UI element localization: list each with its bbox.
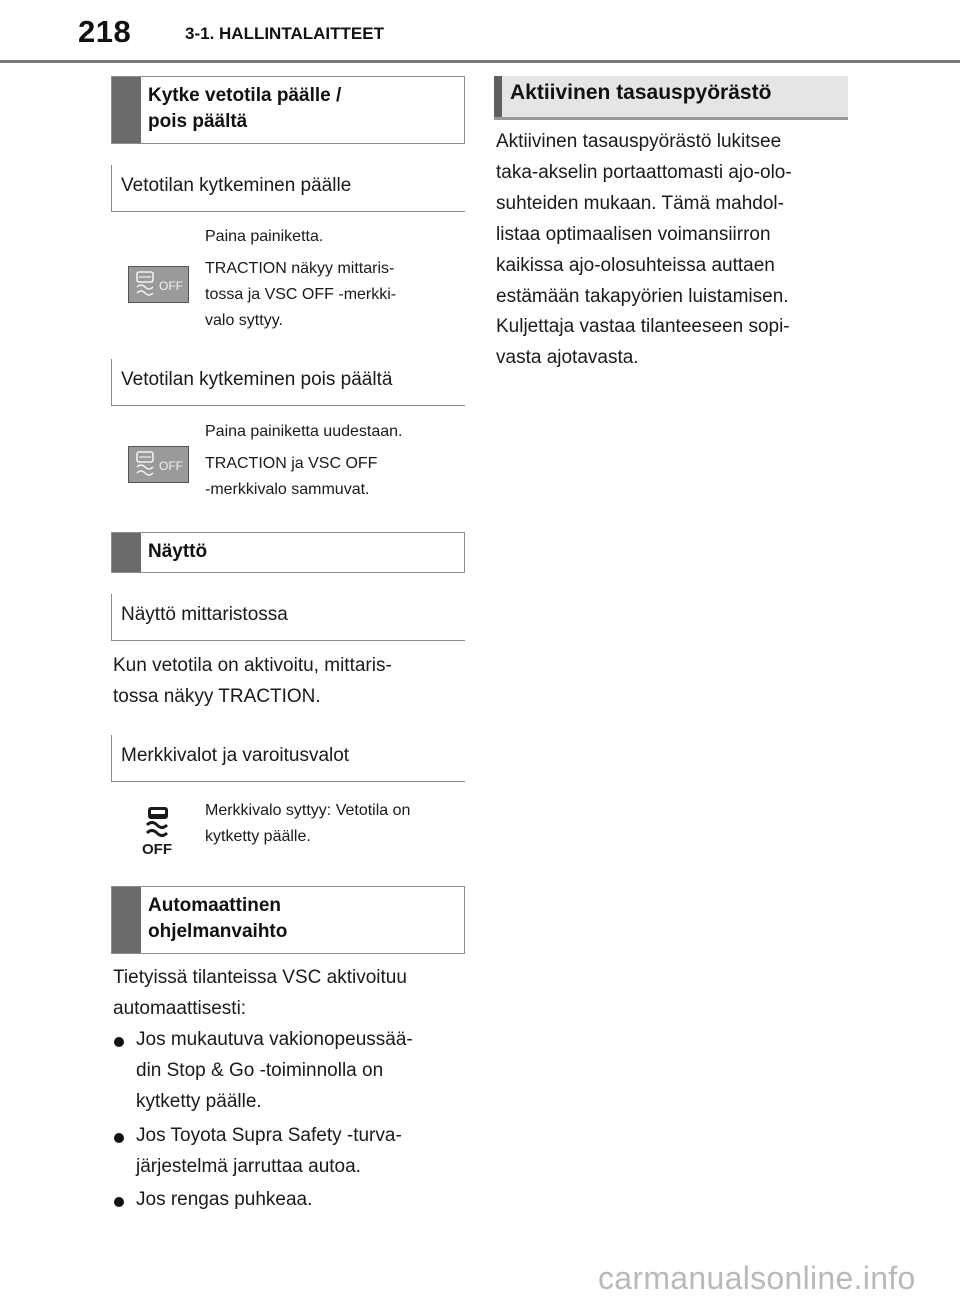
off-label: OFF xyxy=(159,279,183,293)
heading-bar xyxy=(112,887,141,953)
bullet-dot xyxy=(114,1197,124,1207)
auto-intro: Tietyissä tilanteissa VSC aktivoituu automaattisesti: xyxy=(113,967,407,1019)
display-paragraph: Kun vetotila on aktivoitu, mittaris- tossa näkyy TRACTION. xyxy=(113,655,392,707)
subheading-text: Vetotilan kytkeminen pois päältä xyxy=(121,369,393,390)
bullet-dot xyxy=(114,1037,124,1047)
section-heading-auto xyxy=(111,886,465,954)
section-heading-active-diff xyxy=(494,76,848,120)
skid-car-off-icon xyxy=(141,805,177,857)
heading-text: Kytke vetotila päälle / pois päältä xyxy=(148,85,342,132)
bullet-item: Jos Toyota Supra Safety -turva- järjestelmä jarruttaa autoa. xyxy=(136,1125,402,1177)
subheading-text: Merkkivalot ja varoitusvalot xyxy=(121,745,350,766)
result-on: TRACTION näkyy mittaris- tossa ja VSC OFF -merkki- valo syttyy. xyxy=(205,260,397,329)
chapter-title: 3-1. HALLINTALAITTEET xyxy=(185,24,384,43)
header-rule xyxy=(0,60,960,63)
heading-text: Aktiivinen tasauspyörästö xyxy=(510,81,772,104)
heading-text: Näyttö xyxy=(148,541,208,562)
heading-bar xyxy=(112,533,141,572)
result-off: TRACTION ja VSC OFF -merkkivalo sammuvat. xyxy=(205,455,378,498)
subheading-indicators xyxy=(111,735,465,782)
heading-bar xyxy=(112,77,141,143)
section-heading-traction xyxy=(111,76,465,144)
subheading-display xyxy=(111,594,465,641)
step-off: Paina painiketta uudestaan. xyxy=(205,423,403,440)
active-diff-paragraph-1: Aktiivinen tasauspyörästö lukitsee taka-akselin portaattomasti ajo-olo- suhteiden mukaan. Tämä mahdol- listaa optimaalisen voimansiirron kaikissa ajo-olosuhteissa auttaen estämään takapyörien luistamisen. xyxy=(496,131,792,307)
subheading-traction-off xyxy=(111,359,465,406)
bullet-item: Jos mukautuva vakionopeussää- din Stop & Go -toiminnolla on kytketty päälle. xyxy=(136,1029,413,1112)
bullet-dot xyxy=(114,1133,124,1143)
section-heading-display xyxy=(111,532,465,573)
traction-indicator-icon xyxy=(141,805,177,857)
indicator-text: Merkkivalo syttyy: Vetotila on kytketty päälle. xyxy=(205,802,411,845)
traction-button-icon xyxy=(128,266,189,303)
heading-text: Automaattinen ohjelmanvaihto xyxy=(148,895,288,942)
bullet-item: Jos rengas puhkeaa. xyxy=(136,1189,313,1210)
traction-button-icon-2 xyxy=(128,446,189,483)
traction-car-icon xyxy=(129,447,188,482)
active-diff-paragraph-2: Kuljettaja vastaa tilanteeseen sopi- vasta ajotavasta. xyxy=(496,316,790,368)
subheading-text: Näyttö mittaristossa xyxy=(121,604,288,625)
watermark: carmanualsonline.info xyxy=(598,1260,916,1296)
step-on: Paina painiketta. xyxy=(205,228,324,245)
subheading-text: Vetotilan kytkeminen päälle xyxy=(121,175,352,196)
page-number: 218 xyxy=(78,14,132,49)
heading-bar xyxy=(494,76,502,117)
subheading-traction-on xyxy=(111,165,465,212)
traction-car-icon xyxy=(129,267,188,302)
off-label: OFF xyxy=(142,841,172,857)
off-label: OFF xyxy=(159,459,183,473)
